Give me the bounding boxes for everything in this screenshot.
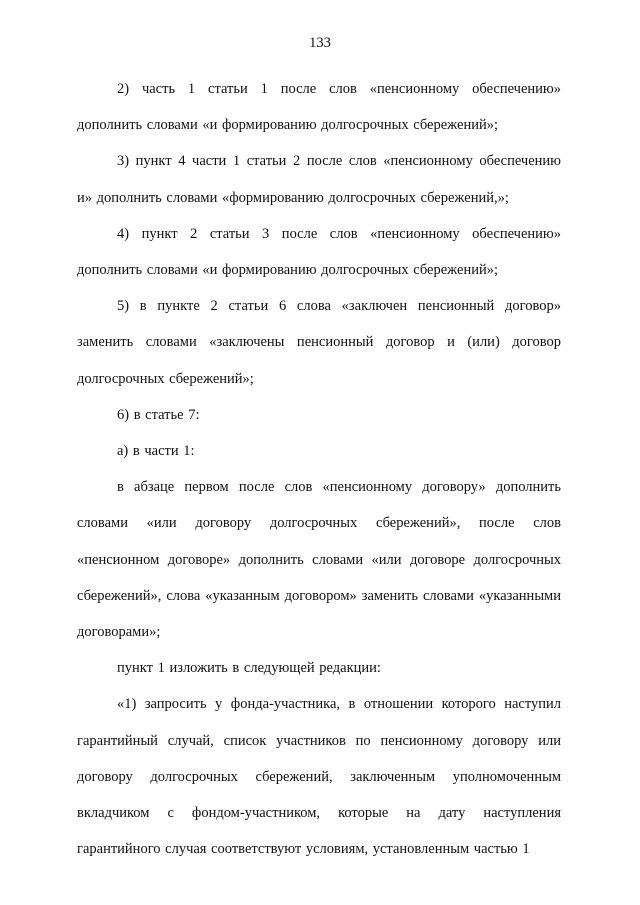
paragraph-first-abzac: в абзаце первом после слов «пенсионному договору» дополнить словами «или договору долгосрочных сбережений», после слов «пенсионном договоре» дополнить словами «или договоре долгосрочных сбережений», слова «указанным договором» заменить словами «указанными договорами»;: [77, 479, 561, 641]
paragraph-quoted-point-1: «1) запросить у фонда-участника, в отношении которого наступил гарантийный случай, список участников по пенсионному договору или договору долгосрочных сбережений, заключенным уполномоченным вкладчиком с фондом-участником, которые на дату наступления гарантийного случая соответствуют условиям, установленным частью 1: [77, 696, 561, 858]
document-body: [77, 71, 561, 867]
paragraph-item-4: 4) пункт 2 статьи 3 после слов «пенсионному обеспечению» дополнить словами «и формированию долгосрочных сбережений»;: [77, 225, 561, 279]
paragraph-item-3: 3) пункт 4 части 1 статьи 2 после слов «пенсионному обеспечению и» дополнить словами «формированию долгосрочных сбережений,»;: [77, 153, 561, 206]
page-number: 133: [309, 35, 331, 51]
paragraph-subitem-a: а) в части 1:: [117, 443, 195, 460]
paragraph-item-2: 2) часть 1 статьи 1 после слов «пенсионному обеспечению» дополнить словами «и формированию долгосрочных сбережений»;: [77, 81, 561, 134]
paragraph-item-5: 5) в пункте 2 статьи 6 слова «заключен пенсионный договор» заменить словами «заключены пенсионный договор и (или) договор долгосрочных сбережений»;: [77, 298, 561, 387]
paragraph-point-1-intro: пункт 1 изложить в следующей редакции:: [117, 660, 381, 677]
paragraph-item-6: 6) в статье 7:: [117, 406, 200, 423]
